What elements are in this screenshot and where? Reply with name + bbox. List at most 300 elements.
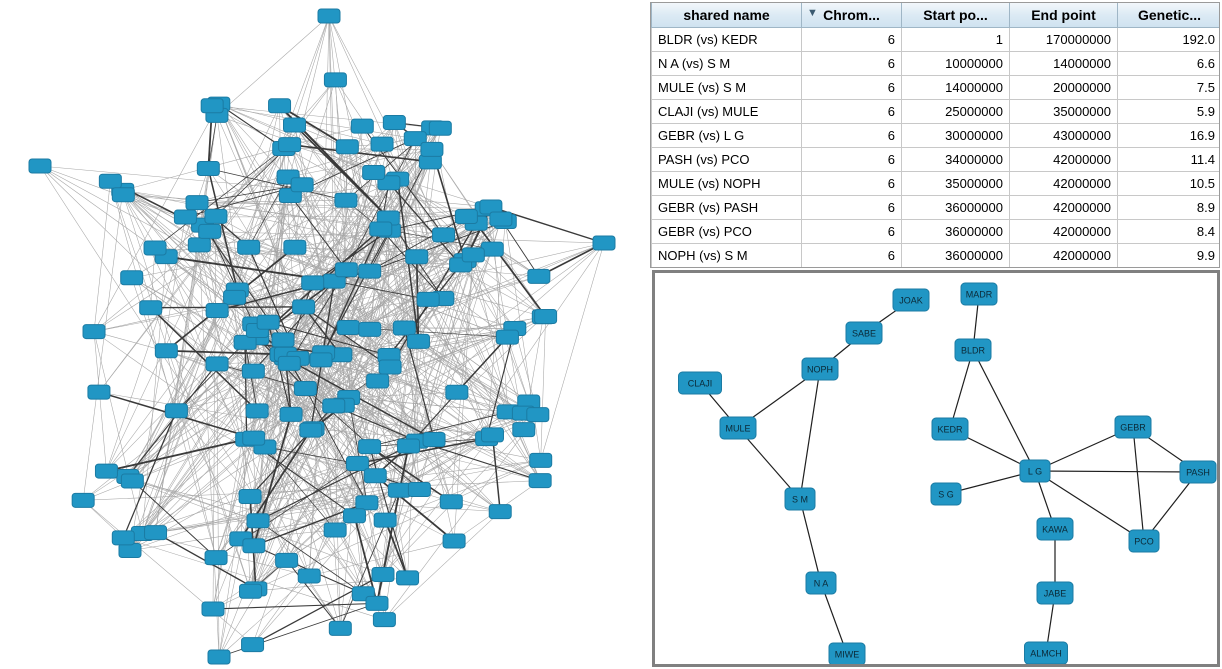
node-shape[interactable]	[121, 271, 143, 285]
network-node[interactable]	[140, 301, 162, 315]
network-node[interactable]	[366, 596, 388, 610]
network-node[interactable]	[323, 399, 345, 413]
node-shape[interactable]	[99, 174, 121, 188]
network-node[interactable]	[388, 483, 410, 497]
network-node[interactable]	[278, 356, 300, 370]
node-shape[interactable]	[335, 193, 357, 207]
network-node[interactable]	[1129, 530, 1159, 552]
node-shape[interactable]	[300, 423, 322, 437]
network-node[interactable]	[310, 353, 332, 367]
network-node[interactable]	[257, 315, 279, 329]
node-shape[interactable]	[197, 162, 219, 176]
node-shape[interactable]	[174, 210, 196, 224]
table-row[interactable]	[652, 244, 1221, 268]
network-node[interactable]	[300, 423, 322, 437]
table-row[interactable]	[652, 28, 1221, 52]
network-node[interactable]	[527, 408, 549, 422]
network-node[interactable]	[335, 193, 357, 207]
node-shape[interactable]	[284, 118, 306, 132]
node-shape[interactable]	[291, 178, 313, 192]
node-shape[interactable]	[186, 196, 208, 210]
node-label: JOAK	[899, 295, 923, 306]
network-node[interactable]	[279, 138, 301, 152]
network-node[interactable]	[513, 423, 535, 437]
table-row[interactable]	[652, 124, 1221, 148]
node-shape[interactable]	[280, 407, 302, 421]
node-label: KAWA	[1042, 524, 1068, 535]
node-shape[interactable]	[238, 240, 260, 254]
node-shape[interactable]	[257, 315, 279, 329]
network-node[interactable]	[121, 474, 143, 488]
table-row[interactable]	[652, 76, 1221, 100]
network-node[interactable]	[359, 440, 381, 454]
network-node[interactable]	[188, 238, 210, 252]
network-node[interactable]	[336, 140, 358, 154]
node-shape[interactable]	[243, 539, 265, 553]
network-node[interactable]	[293, 300, 315, 314]
network-node[interactable]	[455, 209, 477, 223]
node-shape[interactable]	[284, 240, 306, 254]
network-node[interactable]	[346, 456, 368, 470]
network-node[interactable]	[373, 613, 395, 627]
column-header-start-point[interactable]	[902, 3, 1010, 28]
column-header-end-point[interactable]	[1010, 3, 1118, 28]
node-shape[interactable]	[346, 456, 368, 470]
cell-end-point: 35000000	[1010, 100, 1118, 124]
network-node[interactable]	[785, 488, 815, 510]
node-shape[interactable]	[462, 248, 484, 262]
network-edge	[128, 297, 235, 476]
node-shape[interactable]	[383, 116, 405, 130]
node-shape[interactable]	[406, 250, 428, 264]
cell-chromosome: 6	[802, 124, 902, 148]
network-node[interactable]	[419, 155, 441, 169]
node-shape[interactable]	[372, 568, 394, 582]
node-shape[interactable]	[336, 140, 358, 154]
node-shape[interactable]	[279, 138, 301, 152]
network-node[interactable]	[490, 212, 512, 226]
network-node[interactable]	[806, 572, 836, 594]
network-node[interactable]	[433, 228, 455, 242]
small-network-panel[interactable]	[652, 270, 1220, 667]
node-shape[interactable]	[199, 224, 221, 238]
node-shape[interactable]	[88, 385, 110, 399]
cell-end-point: 14000000	[1010, 52, 1118, 76]
node-shape[interactable]	[370, 222, 392, 236]
node-shape[interactable]	[188, 238, 210, 252]
node-shape[interactable]	[363, 166, 385, 180]
network-node[interactable]	[284, 240, 306, 254]
node-shape[interactable]	[112, 531, 134, 545]
node-shape[interactable]	[398, 439, 420, 453]
network-node[interactable]	[155, 344, 177, 358]
network-node[interactable]	[201, 99, 223, 113]
network-node[interactable]	[243, 539, 265, 553]
node-shape[interactable]	[481, 428, 503, 442]
network-node[interactable]	[242, 638, 264, 652]
network-node[interactable]	[371, 137, 393, 151]
network-node[interactable]	[374, 513, 396, 527]
network-node[interactable]	[1037, 518, 1073, 540]
network-node[interactable]	[205, 551, 227, 565]
network-edge	[800, 369, 820, 499]
node-shape[interactable]	[165, 404, 187, 418]
node-shape[interactable]	[324, 523, 346, 537]
network-node[interactable]	[359, 322, 381, 336]
network-edge	[529, 317, 544, 402]
node-shape[interactable]	[528, 269, 550, 283]
network-node[interactable]	[351, 119, 373, 133]
network-node[interactable]	[165, 404, 187, 418]
network-node[interactable]	[530, 453, 552, 467]
cell-genetic: 8.9	[1118, 196, 1221, 220]
column-label-end-point: End point	[1031, 7, 1096, 23]
node-shape[interactable]	[83, 325, 105, 339]
node-shape[interactable]	[359, 440, 381, 454]
node-shape[interactable]	[247, 514, 269, 528]
small-network-nodes[interactable]	[679, 283, 1217, 664]
column-header-genetic[interactable]	[1118, 3, 1221, 28]
column-header-chromosome[interactable]	[802, 3, 902, 28]
node-shape[interactable]	[351, 119, 373, 133]
network-node[interactable]	[364, 469, 386, 483]
network-node[interactable]	[72, 493, 94, 507]
node-shape[interactable]	[429, 121, 451, 135]
node-shape[interactable]	[440, 495, 462, 509]
network-node[interactable]	[593, 236, 615, 250]
node-shape[interactable]	[318, 9, 340, 23]
cell-genetic: 6.6	[1118, 52, 1221, 76]
node-shape[interactable]	[294, 382, 316, 396]
table-row[interactable]	[652, 148, 1221, 172]
network-node[interactable]	[337, 321, 359, 335]
node-shape[interactable]	[155, 344, 177, 358]
cell-end-point: 42000000	[1010, 148, 1118, 172]
network-node[interactable]	[1037, 582, 1073, 604]
edge-table-panel[interactable]	[650, 2, 1220, 268]
node-shape[interactable]	[443, 534, 465, 548]
network-node[interactable]	[720, 417, 756, 439]
network-node[interactable]	[1025, 642, 1068, 664]
network-node[interactable]	[417, 292, 439, 306]
network-node[interactable]	[242, 364, 264, 378]
network-node[interactable]	[370, 222, 392, 236]
node-shape[interactable]	[490, 212, 512, 226]
node-shape[interactable]	[593, 236, 615, 250]
node-shape[interactable]	[298, 569, 320, 583]
table-row[interactable]	[652, 52, 1221, 76]
network-node[interactable]	[246, 404, 268, 418]
node-shape[interactable]	[272, 333, 294, 347]
cell-genetic: 7.5	[1118, 76, 1221, 100]
network-edge	[973, 350, 1035, 471]
network-node[interactable]	[112, 188, 134, 202]
network-node[interactable]	[931, 483, 961, 505]
node-shape[interactable]	[433, 228, 455, 242]
network-node[interactable]	[145, 526, 167, 540]
node-shape[interactable]	[246, 404, 268, 418]
network-edge	[1035, 471, 1198, 472]
network-node[interactable]	[359, 264, 381, 278]
network-node[interactable]	[302, 276, 324, 290]
network-node[interactable]	[846, 322, 882, 344]
node-shape[interactable]	[419, 155, 441, 169]
cell-chromosome: 6	[802, 196, 902, 220]
node-shape[interactable]	[455, 209, 477, 223]
network-node[interactable]	[829, 643, 865, 664]
node-shape[interactable]	[240, 584, 262, 598]
table-row[interactable]	[652, 100, 1221, 124]
cell-start-point: 1	[902, 28, 1010, 52]
node-shape[interactable]	[145, 526, 167, 540]
cell-start-point: 34000000	[902, 148, 1010, 172]
network-node[interactable]	[462, 248, 484, 262]
network-node[interactable]	[238, 240, 260, 254]
network-node[interactable]	[961, 283, 997, 305]
network-node[interactable]	[335, 263, 357, 277]
network-node[interactable]	[398, 439, 420, 453]
network-node[interactable]	[174, 210, 196, 224]
network-node[interactable]	[199, 224, 221, 238]
network-node[interactable]	[197, 162, 219, 176]
node-shape[interactable]	[529, 474, 551, 488]
cell-chromosome: 6	[802, 244, 902, 268]
network-edge	[213, 539, 241, 609]
network-node[interactable]	[205, 209, 227, 223]
network-node[interactable]	[1020, 460, 1050, 482]
node-shape[interactable]	[242, 638, 264, 652]
network-node[interactable]	[318, 9, 340, 23]
node-shape[interactable]	[359, 264, 381, 278]
network-node[interactable]	[1115, 416, 1151, 438]
node-shape[interactable]	[408, 482, 430, 496]
node-shape[interactable]	[379, 360, 401, 374]
network-node[interactable]	[535, 309, 557, 323]
node-shape[interactable]	[367, 374, 389, 388]
node-shape[interactable]	[373, 613, 395, 627]
node-shape[interactable]	[374, 513, 396, 527]
network-node[interactable]	[440, 495, 462, 509]
cell-shared-name: CLAJI (vs) MULE	[652, 100, 802, 124]
node-shape[interactable]	[446, 385, 468, 399]
network-node[interactable]	[367, 374, 389, 388]
network-node[interactable]	[363, 166, 385, 180]
node-shape[interactable]	[302, 276, 324, 290]
node-shape[interactable]	[530, 453, 552, 467]
cell-end-point: 42000000	[1010, 196, 1118, 220]
node-shape[interactable]	[206, 304, 228, 318]
node-label: PCO	[1134, 536, 1154, 547]
network-node[interactable]	[407, 334, 429, 348]
network-node[interactable]	[443, 534, 465, 548]
network-node[interactable]	[802, 358, 838, 380]
network-node[interactable]	[121, 271, 143, 285]
cell-genetic: 192.0	[1118, 28, 1221, 52]
network-node[interactable]	[272, 333, 294, 347]
cell-chromosome: 6	[802, 52, 902, 76]
node-shape[interactable]	[95, 464, 117, 478]
node-shape[interactable]	[513, 423, 535, 437]
network-node[interactable]	[247, 514, 269, 528]
node-shape[interactable]	[205, 209, 227, 223]
network-edge	[83, 190, 123, 500]
node-shape[interactable]	[393, 321, 415, 335]
node-shape[interactable]	[119, 543, 141, 557]
node-label: MIWE	[834, 649, 860, 660]
node-shape[interactable]	[329, 621, 351, 635]
network-node[interactable]	[489, 505, 511, 519]
network-node[interactable]	[324, 523, 346, 537]
network-node[interactable]	[343, 509, 365, 523]
network-node[interactable]	[1180, 461, 1216, 483]
node-shape[interactable]	[243, 431, 265, 445]
network-node[interactable]	[206, 357, 228, 371]
node-label: SABE	[851, 328, 877, 339]
node-shape[interactable]	[202, 602, 224, 616]
network-node[interactable]	[496, 330, 518, 344]
node-shape[interactable]	[397, 571, 419, 585]
node-shape[interactable]	[417, 292, 439, 306]
node-shape[interactable]	[359, 322, 381, 336]
network-node[interactable]	[280, 407, 302, 421]
node-shape[interactable]	[206, 357, 228, 371]
network-node[interactable]	[83, 325, 105, 339]
node-shape[interactable]	[388, 483, 410, 497]
network-node[interactable]	[95, 464, 117, 478]
table-row[interactable]	[652, 172, 1221, 196]
network-node[interactable]	[88, 385, 110, 399]
network-node[interactable]	[528, 269, 550, 283]
cell-shared-name: PASH (vs) PCO	[652, 148, 802, 172]
network-node[interactable]	[269, 99, 291, 113]
node-shape[interactable]	[366, 596, 388, 610]
node-label: PASH	[1186, 467, 1210, 478]
network-node[interactable]	[206, 304, 228, 318]
network-node[interactable]	[186, 196, 208, 210]
edge-table[interactable]	[651, 3, 1220, 268]
network-node[interactable]	[393, 321, 415, 335]
node-shape[interactable]	[356, 496, 378, 510]
network-node[interactable]	[294, 382, 316, 396]
node-shape[interactable]	[224, 290, 246, 304]
network-node[interactable]	[932, 418, 968, 440]
node-shape[interactable]	[364, 469, 386, 483]
node-shape[interactable]	[112, 188, 134, 202]
cell-start-point: 35000000	[902, 172, 1010, 196]
network-node[interactable]	[243, 431, 265, 445]
network-node[interactable]	[379, 360, 401, 374]
network-node[interactable]	[406, 250, 428, 264]
network-node[interactable]	[119, 543, 141, 557]
node-shape[interactable]	[527, 408, 549, 422]
table-row[interactable]	[652, 196, 1221, 220]
node-shape[interactable]	[335, 263, 357, 277]
node-shape[interactable]	[140, 301, 162, 315]
network-node[interactable]	[144, 241, 166, 255]
node-shape[interactable]	[269, 99, 291, 113]
network-node[interactable]	[240, 584, 262, 598]
network-node[interactable]	[529, 474, 551, 488]
network-node[interactable]	[208, 650, 230, 664]
node-shape[interactable]	[489, 505, 511, 519]
node-shape[interactable]	[310, 353, 332, 367]
network-node[interactable]	[112, 531, 134, 545]
node-shape[interactable]	[242, 364, 264, 378]
node-shape[interactable]	[144, 241, 166, 255]
small-network-graph[interactable]	[655, 273, 1217, 664]
network-node[interactable]	[481, 428, 503, 442]
node-shape[interactable]	[343, 509, 365, 523]
network-node[interactable]	[679, 372, 722, 394]
node-shape[interactable]	[421, 142, 443, 156]
network-node[interactable]	[372, 568, 394, 582]
network-node[interactable]	[421, 142, 443, 156]
node-label: MULE	[725, 423, 751, 434]
node-shape[interactable]	[239, 490, 261, 504]
network-node[interactable]	[239, 490, 261, 504]
network-node[interactable]	[29, 159, 51, 173]
node-label: L G	[1027, 466, 1043, 477]
network-node[interactable]	[329, 621, 351, 635]
table-body[interactable]	[652, 28, 1221, 268]
network-node[interactable]	[423, 432, 445, 446]
node-shape[interactable]	[535, 309, 557, 323]
network-node[interactable]	[324, 73, 346, 87]
node-shape[interactable]	[323, 399, 345, 413]
cell-end-point: 42000000	[1010, 220, 1118, 244]
node-shape[interactable]	[423, 432, 445, 446]
cell-end-point: 170000000	[1010, 28, 1118, 52]
network-node[interactable]	[284, 118, 306, 132]
network-node[interactable]	[955, 339, 991, 361]
network-node[interactable]	[99, 174, 121, 188]
column-header-shared-name[interactable]	[652, 3, 802, 28]
network-node[interactable]	[224, 290, 246, 304]
node-shape[interactable]	[121, 474, 143, 488]
node-shape[interactable]	[324, 73, 346, 87]
network-node[interactable]	[446, 385, 468, 399]
node-shape[interactable]	[496, 330, 518, 344]
node-shape[interactable]	[205, 551, 227, 565]
network-node[interactable]	[291, 178, 313, 192]
filter-icon[interactable]: ▼	[807, 7, 818, 19]
node-shape[interactable]	[407, 334, 429, 348]
cell-shared-name: N A (vs) S M	[652, 52, 802, 76]
network-node[interactable]	[429, 121, 451, 135]
node-shape[interactable]	[208, 650, 230, 664]
network-edge	[213, 603, 377, 609]
network-node[interactable]	[397, 571, 419, 585]
node-shape[interactable]	[201, 99, 223, 113]
node-shape[interactable]	[293, 300, 315, 314]
column-label-genetic: Genetic...	[1137, 7, 1202, 23]
table-row[interactable]	[652, 220, 1221, 244]
network-node[interactable]	[893, 289, 929, 311]
node-shape[interactable]	[371, 137, 393, 151]
node-shape[interactable]	[29, 159, 51, 173]
network-node[interactable]	[298, 569, 320, 583]
node-shape[interactable]	[337, 321, 359, 335]
network-node[interactable]	[383, 116, 405, 130]
network-node[interactable]	[408, 482, 430, 496]
node-shape[interactable]	[72, 493, 94, 507]
node-shape[interactable]	[278, 356, 300, 370]
network-node[interactable]	[276, 553, 298, 567]
network-node[interactable]	[202, 602, 224, 616]
node-shape[interactable]	[276, 553, 298, 567]
network-edge	[106, 439, 246, 471]
network-node[interactable]	[356, 496, 378, 510]
